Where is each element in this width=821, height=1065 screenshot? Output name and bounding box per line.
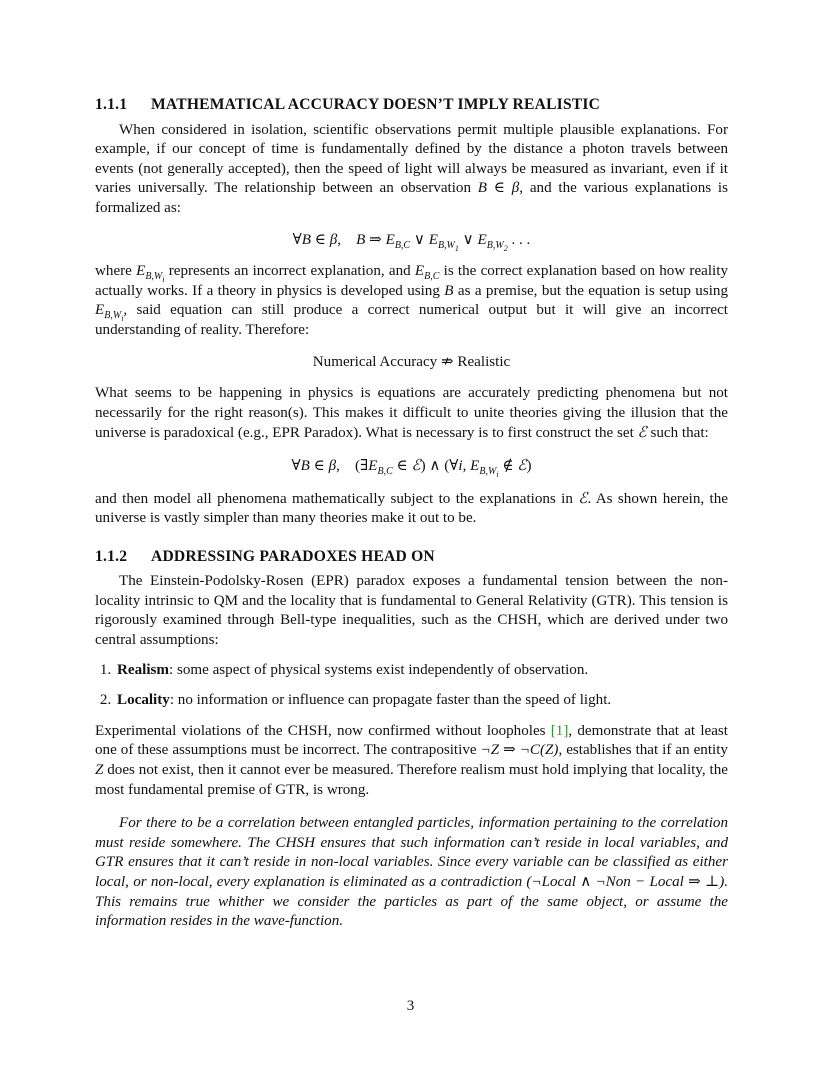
paragraph: Experimental violations of the CHSH, now confirmed without loopholes [1], demonstrate that at least one of these assumptions must be incorrect. The contrapositive ¬Z ⇒ ¬C(Z), establishes that if an entity Z does not exist, then it cannot ever be measured. Therefore realism must hold implying that locality, the most fundamental premise of GTR, is wrong. [95, 722, 729, 798]
equation-2: Numerical Accuracy ⇏ Realistic [312, 353, 511, 370]
section-heading-1 [95, 95, 728, 115]
math-inline: B ∈ β [477, 180, 520, 197]
equation-1: ∀B ∈ β, B ⇒ $E_{B,C}$ ∨ $E_{B,W_1}$ ∨ $E_{B,W_2}$ . . . [292, 231, 531, 253]
paragraph: where $E_{B,W_i}$ represents an incorrect explanation, and $E_{B,C}$ is the correct explanation based on how reality actually works. If a theory in physics is developed using B as a premise, but the equation is setup using $E_{B,W_i}$, said equation can still produce a correct numerical output but it will give an incorrect understanding of reality. Therefore: [95, 263, 729, 338]
page-number: 3 [406, 998, 415, 1014]
paragraph: and then model all phenomena mathematically subject to the explanations in ℰ. As shown herein, the universe is vastly simpler than many theories make it out to be. [95, 488, 728, 527]
equation-3: ∀B ∈ β, ($\exists E_{B,C}$ ∈ ℰ) ∧ (∀i, $E_{B,W_i}$ ∉ ℰ) [291, 455, 532, 479]
section-number: 1.1.1 [95, 96, 128, 113]
paper-page [95, 95, 728, 932]
paragraph: What seems to be happening in physics is equations are accurately predicting phenomena but not necessarily for the right reason(s). This makes it difficult to unite theories giving the illusion that the universe is paradoxical (e.g., EPR Paradox). What is necessary is to first construct the set ℰ such that: [95, 385, 728, 442]
section-number: 1.1.2 [95, 547, 128, 565]
section-heading-2 [95, 547, 728, 567]
assumption-list [95, 661, 728, 711]
section-title: ADDRESSING PARADOXES HEAD ON [151, 547, 435, 565]
paragraph: The Einstein-Podolsky-Rosen (EPR) paradox exposes a fundamental tension between the non-locality intrinsic to QM and the locality that is fundamental to General Relativity (GTR). This tension is rigorously examined through Bell-type inequalities, such as the CHSH, which are derived under two central assumptions: [95, 573, 728, 649]
list-item: 1. Realism: some aspect of physical systems exist independently of observation. [115, 661, 728, 681]
italic-quote: For there to be a correlation between entangled particles, information pertaining to the correlation must reside somewhere. The CHSH ensures that such information can’t reside in local variables, and GTR ensures that it can’t reside in non-local variables. Since every variable can be classified as either local, or non-local, every explanation is eliminated as a contradiction (¬Local ∧ ¬Non − Local ⇒ ⊥). This remains true whither we consider the particles as part of the same object, or assume the information resides in the wave-function. [95, 815, 728, 930]
list-item: 2. Locality: no information or influence can propagate faster than the speed of light. [115, 691, 728, 711]
citation-link[interactable]: [1] [550, 722, 569, 739]
section-title: MATHEMATICAL ACCURACY DOESN’T IMPLY REALISTIC [151, 96, 601, 113]
paragraph: When considered in isolation, scientific observations permit multiple plausible explanations. For example, if our concept of time is fundamentally defined by the distance a photon travels between events (not generally accepted), then the speed of light will always be measured as invariant, even if it varies universally. The relationship between an observation B ∈ β, and the various explanations is formalized as: [95, 121, 728, 216]
